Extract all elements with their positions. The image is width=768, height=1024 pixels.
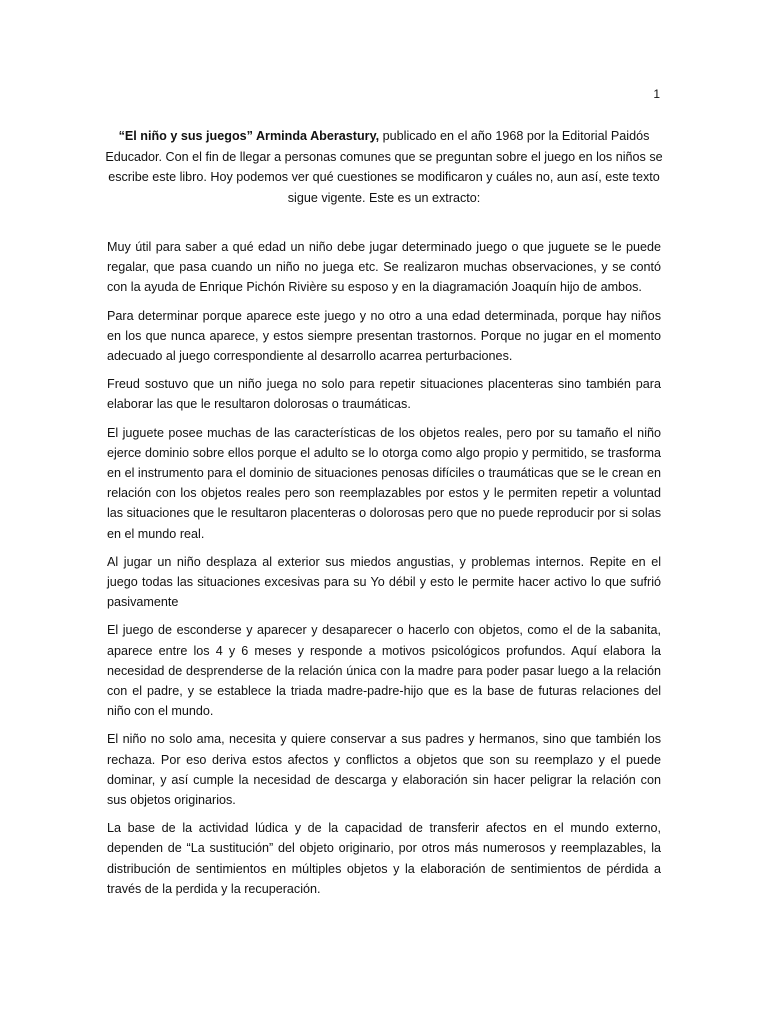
intro-title: “El niño y sus juegos” Arminda Aberastury, bbox=[118, 129, 380, 143]
paragraph-2: Para determinar porque aparece este juego y no otro a una edad determinada, porque hay niños en los que nunca aparece, y estos siempre presentan trastornos. Porque no jugar en el momento adecuado al juego correspondiente al desarrollo acarrea perturbaciones. bbox=[107, 308, 661, 364]
paragraph-7: El niño no solo ama, necesita y quiere conservar a sus padres y hermanos, sino que también los rechaza. Por eso deriva estos afectos y conflictos a objetos que son su reemplazo y el puede dominar, y así cumple la necesidad de descarga y elaboración sin hacer peligrar la relación con sus objetos originarios. bbox=[107, 732, 661, 808]
page-number: 1 bbox=[653, 87, 660, 101]
paragraph-3: Freud sostuvo que un niño juega no solo para repetir situaciones placenteras sino también para elaborar las que le resultaron dolorosas o traumáticas. bbox=[107, 377, 661, 412]
body-text bbox=[107, 237, 661, 907]
paragraph-6: El juego de esconderse y aparecer y desaparecer o hacerlo con objetos, como el de la sabanita, aparece entre los 4 y 6 meses y responde a motivos psicológicos profundos. Aquí elabora la necesidad de desprenderse de la relación única con la madre para poder pasar luego a la relación con el padre, y se establece la triada madre-padre-hijo que es la base de futuras relaciones del niño con el mundo. bbox=[107, 623, 661, 719]
paragraph-4: El juguete posee muchas de las características de los objetos reales, pero por su tamaño el niño ejerce dominio sobre ellos porque el adulto se lo otorga como algo propio y permitido, se trasforma en el instrumento para el dominio de situaciones penosas difíciles o traumáticas que se le crean en relación con los objetos reales pero son reemplazables por estos y le permiten repetir a voluntad las situaciones que le resultaron placenteras o dolorosas pero que no puede reproducir por si solas en el mundo real. bbox=[107, 425, 661, 541]
paragraph-5: Al jugar un niño desplaza al exterior sus miedos angustias, y problemas internos. Repite en el juego todas las situaciones excesivas para su Yo débil y esto le permite hacer activo lo que sufrió pasivamente bbox=[107, 554, 661, 610]
paragraph-1: Muy útil para saber a qué edad un niño debe jugar determinado juego o que juguete se le puede regalar, que pasa cuando un niño no juega etc. Se realizaron muchas observaciones, y se contó con la ayuda de Enrique Pichón Rivière su esposo y en la diagramación Joaquín hijo de ambos. bbox=[107, 240, 661, 295]
paragraph-8: La base de la actividad lúdica y de la capacidad de transferir afectos en el mundo externo, dependen de “La sustitución” del objeto originario, por otros más numerosos y reemplazables, la distribución de sentimientos en múltiples objetos y la elaboración de sentimientos de pérdida a través de la perdida y la recuperación. bbox=[107, 821, 661, 896]
intro-text: publicado en el año 1968 por la Editorial Paidós Educador. Con el fin de llegar a personas comunes que se preguntan sobre el juego en los niños se escribe este libro. Hoy podemos ver qué cuestiones se modificaron y cuáles no, aun así, este texto sigue vigente. Este es un extracto: bbox=[105, 129, 663, 205]
intro-paragraph bbox=[104, 126, 664, 208]
